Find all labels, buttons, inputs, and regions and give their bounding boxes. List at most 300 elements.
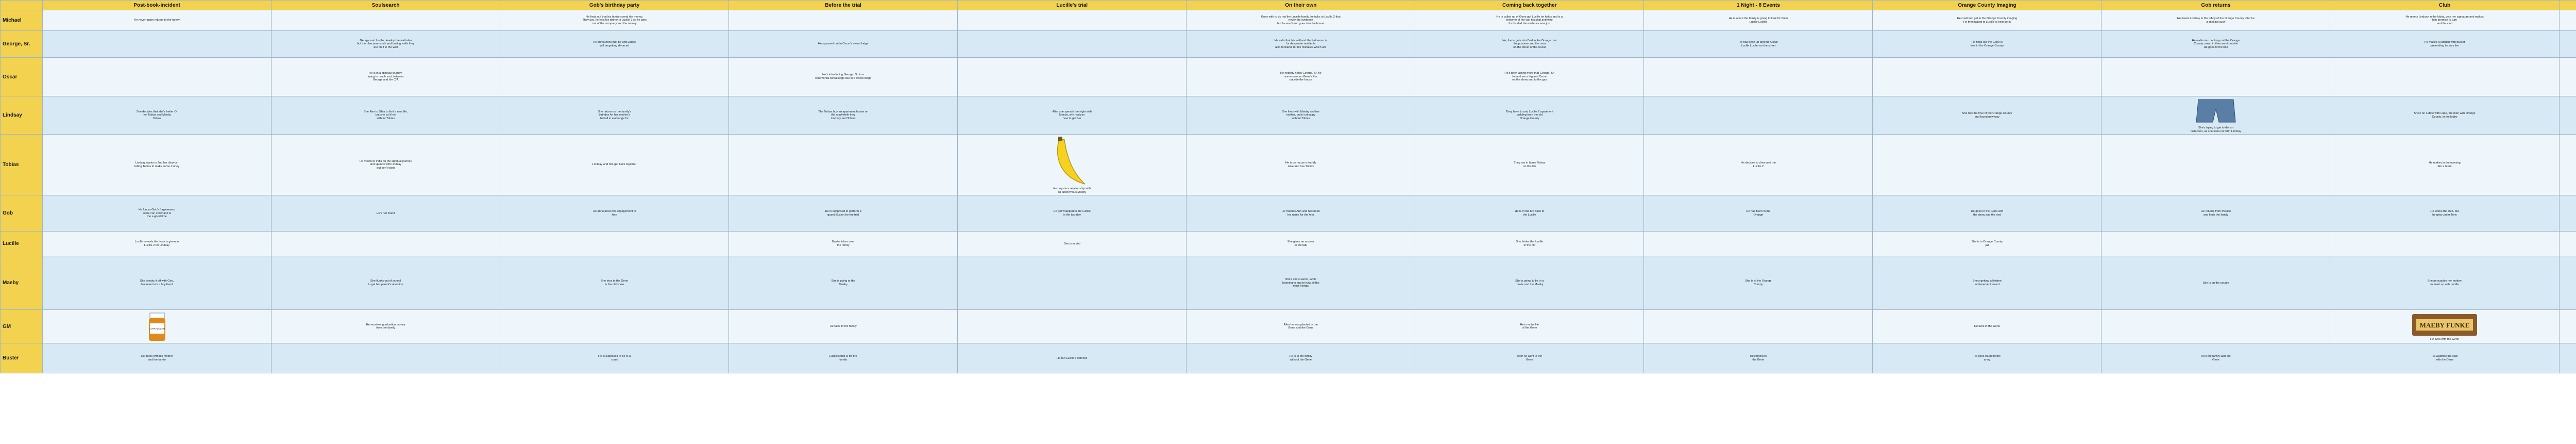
cell-text: Lucille reveals the book is given to: [134, 240, 179, 244]
cell-text: family: [839, 358, 847, 361]
event-cell: [272, 31, 500, 58]
cell-text: She returns to the family's: [598, 110, 631, 113]
cell-text: He is supposed to be in a: [598, 355, 631, 358]
cell-text: her Tobias and Maeby: [143, 113, 171, 117]
cell-text: George and the CIA: [372, 78, 399, 82]
cell-text: to the talk: [1294, 243, 1307, 247]
event-cell: [1644, 96, 1873, 135]
event-cell: [272, 96, 500, 135]
cell-text: building from the old: [1516, 113, 1543, 117]
cell-text: army: [1984, 358, 1991, 361]
event-cell: [958, 58, 1187, 96]
cell-text: are on it in the wall: [374, 45, 398, 49]
event-cell: [1187, 58, 1415, 96]
cell-text: She's still a senior, while: [1285, 277, 1316, 281]
cell-text: He nobody helps George, Sr. he: [1280, 72, 1321, 75]
character-row: [1, 256, 2576, 310]
column-header: Club: [2330, 1, 2559, 10]
event-cell: [1873, 10, 2102, 31]
cell-text: an anonymous Maeby: [1058, 190, 1087, 194]
event-cell: [1415, 256, 1644, 310]
cell-text: He meets to India on the spiritual journey: [359, 159, 412, 163]
cell-text: He never again returns to the family: [134, 19, 180, 22]
cell-text: the a good time: [147, 215, 167, 219]
event-cell: [2102, 310, 2330, 343]
event-cell: [272, 58, 500, 96]
cell-text: She gives an answer: [1287, 240, 1314, 244]
cell-text: He announces that he and Lucille: [593, 40, 636, 44]
cell-text: for desperate residents: [1286, 42, 1316, 46]
character-row: [1, 343, 2576, 373]
cell-text: He has been up and the Oscar: [1738, 40, 1778, 44]
cell-text: He could not get in the Orange County imaging: [1957, 17, 2018, 20]
cell-text: He meets Lindsay in the lobby, gets her signature and makes: [2405, 15, 2484, 19]
event-cell: [2102, 58, 2330, 96]
event-cell: [500, 232, 729, 256]
event-cell: [958, 31, 1187, 58]
cell-text: but she isn't her: [375, 113, 396, 117]
column-header: [2559, 1, 2576, 10]
character-row: [1, 96, 2576, 135]
cell-text: They say, he tells his dinner to Lucille 2 so he gets: [582, 19, 647, 22]
cell-text: He goes to the box: [2204, 45, 2228, 49]
cell-text: but he won't and goes into the house: [1277, 22, 1325, 25]
cell-text: He then talked to Lucille to help get it: [1963, 20, 2011, 24]
event-cell: [729, 31, 958, 58]
character-row: [1, 10, 2576, 31]
character-row: [1, 232, 2576, 256]
event-cell: [2559, 31, 2576, 58]
event-cell: [2102, 135, 2330, 195]
cell-text: so he can show and is: [142, 211, 172, 215]
cell-text: Maeby, she realizes: [1059, 113, 1085, 117]
event-cell: [1187, 31, 1415, 58]
event-cell: [43, 31, 272, 58]
cell-text: listening to and to how all the: [1282, 281, 1319, 285]
cell-text: like a team: [2437, 165, 2452, 168]
event-cell: [1415, 31, 1644, 58]
event-cell: [43, 195, 272, 232]
award-plaque-image: [2411, 312, 2478, 338]
cell-text: He talks to the family: [829, 325, 857, 328]
cell-text: He's introducing George, Sr. to a: [822, 73, 865, 77]
cell-text: [2563, 282, 2576, 285]
event-cell: [1873, 343, 2102, 373]
event-cell: [1187, 232, 1415, 256]
cell-text: She's on a date with Lupe, the man with Orange: [2414, 112, 2476, 115]
cell-text: from the family: [376, 326, 395, 330]
event-cell: [958, 10, 1187, 31]
cell-text: Lucille Lucifer: [1749, 20, 1767, 24]
cell-text: He finds out that his family spend the money.: [586, 15, 643, 19]
cell-text: and the family: [148, 358, 166, 361]
event-cell: [1644, 310, 1873, 343]
cell-text: ceremonial sweatlodge like in a sweat lodge: [815, 77, 872, 80]
event-cell: [272, 10, 500, 31]
cell-text: [2563, 242, 2576, 246]
event-cell: [2330, 310, 2559, 343]
event-cell: [1873, 195, 2102, 232]
event-cell: [272, 195, 500, 232]
event-cell: [272, 256, 500, 310]
cell-text: how to get her: [1062, 117, 1081, 120]
cell-text: She's trying to get to the art: [2198, 126, 2234, 129]
cell-text: He goes to the Gene and: [1971, 210, 2004, 213]
event-cell: [43, 310, 272, 343]
cell-text: She has the love of the Orange County: [1962, 112, 2012, 115]
cell-text: but don't want: [377, 167, 395, 170]
cell-text: the show and the end: [1973, 213, 2001, 217]
cell-text: [2563, 325, 2576, 328]
cell-text: Goes with to do not the Lucelle family, he talks to Lucille 2 that: [1261, 15, 1341, 19]
cell-text: He is called up of Gene got Lucille he helps and is a: [1496, 15, 1563, 19]
event-cell: [1644, 31, 1873, 58]
event-cell: [43, 135, 272, 195]
column-header: Lucille's trial: [958, 1, 1187, 10]
cell-text: They have to and Lucille 2 apartment: [1505, 110, 1553, 113]
banana-image: [1049, 136, 1095, 187]
event-cell: [958, 195, 1187, 232]
cell-text: She is in Orange County: [1971, 240, 2003, 244]
cell-text: [2563, 213, 2576, 217]
cell-text: County, in the lobby: [2432, 115, 2458, 119]
event-cell: [2102, 96, 2330, 135]
event-cell: [2102, 31, 2330, 58]
cell-text: for his dad the evidence was just: [1509, 22, 1551, 25]
column-header: Gob returns: [2102, 1, 2330, 10]
event-cell: [1644, 10, 1873, 31]
event-cell: [2102, 343, 2330, 373]
cell-text: outside the house: [1289, 78, 1312, 82]
cell-text: jail: [1985, 243, 1989, 247]
event-cell: [500, 31, 729, 58]
column-header: Orange County Imaging: [1873, 1, 2102, 10]
cell-text: He meets Lindsay in the lobby of the Orange County after he: [2177, 17, 2255, 20]
cell-text: behalf in exchange for: [600, 117, 629, 120]
cell-text: in the last day: [1063, 213, 1081, 217]
cell-text: [2563, 210, 2576, 213]
event-cell: [1873, 96, 2102, 135]
cell-text: She is at the Orange: [1745, 279, 1772, 283]
plaque-label: MAEBY FUNKE: [2419, 321, 2470, 330]
cell-text: and spends with Lindsay: [369, 163, 402, 167]
cell-text: He is in the life: [1520, 323, 1539, 326]
event-cell: [272, 232, 500, 256]
cell-text: Lucille 2 for Lindsay: [144, 243, 170, 247]
cell-text: He lives in the Gene: [1974, 325, 2001, 328]
event-cell: [2330, 58, 2559, 96]
event-cell: [1873, 256, 2102, 310]
cell-text: She's getting a lifetime: [1972, 279, 2002, 283]
event-cell: [1644, 343, 1873, 373]
cell-text: He makes in the evening: [2429, 161, 2461, 165]
cell-text: most friends: [1293, 285, 1309, 288]
event-cell: [729, 232, 958, 256]
event-cell: [2559, 96, 2576, 135]
cell-text: and finds the family: [2203, 213, 2229, 217]
row-header: GM: [1, 310, 43, 343]
cell-text: achievement award: [1974, 283, 2000, 286]
event-cell: [2559, 232, 2576, 256]
row-header: Oscar: [1, 58, 43, 96]
event-cell: [958, 310, 1187, 343]
cell-text: on the show and to the gas: [1512, 78, 1547, 82]
event-cell: [500, 135, 729, 195]
cell-text: She flies to Sibia to find a new life,: [363, 110, 408, 113]
cell-text: He buys in a relationship with: [1053, 187, 1091, 191]
cell-text: He works the club, but: [2430, 210, 2459, 213]
pill-bottle-label: ALPRAZOLAM: [149, 327, 165, 331]
cell-text: in the old: [1523, 243, 1536, 247]
event-cell: [1644, 135, 1873, 195]
cell-text: He receives graduation money: [366, 323, 405, 326]
cell-text: Gene and the Gene: [1288, 326, 1314, 330]
cell-text: He has been in the: [1746, 210, 1771, 213]
cell-text: [2563, 19, 2576, 22]
character-row: [1, 310, 2576, 343]
cell-text: without the Gene: [1290, 358, 1312, 361]
cell-text: of the Gene: [1522, 326, 1537, 330]
cell-text: the road while they: [831, 113, 856, 117]
event-cell: [2559, 343, 2576, 373]
row-header: Lucille: [1, 232, 43, 256]
cell-text: She breaks it off with Gob,: [140, 279, 174, 283]
cell-text: collection, as she feels not with Lindsay: [2190, 129, 2241, 133]
event-cell: [1644, 256, 1873, 310]
grid-body: [1, 10, 2576, 373]
event-cell: [500, 58, 729, 96]
event-cell: [2559, 310, 2576, 343]
cell-text: [2563, 163, 2576, 167]
event-cell: [500, 310, 729, 343]
cell-text: pretending he was the: [2430, 44, 2459, 47]
event-cell: [729, 310, 958, 343]
cell-text: He watches the club: [2431, 355, 2458, 358]
cell-text: [2563, 358, 2576, 362]
cell-text: his name for the Ann: [1287, 213, 1314, 217]
cell-text: will be getting divorced: [600, 44, 629, 47]
event-cell: [2559, 58, 2576, 96]
cell-text: telling Tobias to make some money: [134, 165, 180, 168]
event-cell: [1873, 232, 2102, 256]
event-cell: [1187, 310, 1415, 343]
cell-text: Lindsay and Tobias: [831, 117, 856, 120]
cell-text: Lucille's trial is for the: [829, 355, 857, 358]
row-header: George, Sr.: [1, 31, 43, 58]
event-cell: [2330, 232, 2559, 256]
event-cell: [1187, 195, 1415, 232]
cell-text: He's not found: [376, 211, 395, 215]
cell-text: County crowd in then went outside: [2194, 42, 2238, 46]
event-cell: [1187, 256, 1415, 310]
column-header: Before the trial: [729, 1, 958, 10]
event-cell: [958, 96, 1187, 135]
pill-bottle-image: [142, 311, 173, 342]
cell-text: without Tobias: [376, 117, 395, 120]
cell-text: the Gene: [1752, 358, 1765, 361]
cell-text: After she spends the night with: [1052, 110, 1092, 113]
cell-text: He walks into cooking out the Orange: [2192, 39, 2240, 42]
event-cell: [272, 135, 500, 195]
event-cell: [729, 135, 958, 195]
header-row: [1, 1, 2576, 10]
event-cell: [729, 343, 958, 373]
column-header: On their own: [1187, 1, 1415, 10]
cell-text: He announces his engagement to: [592, 210, 636, 213]
cell-text: with the Gene: [2435, 358, 2454, 361]
cell-text: He is about the family is going to look for them: [1728, 17, 1788, 20]
cell-text: Maeby: [839, 283, 848, 286]
event-cell: [2559, 10, 2576, 31]
cell-text: She is in trial: [1063, 242, 1080, 245]
event-cell: [1415, 135, 1644, 195]
cell-text: He returns from Mexico: [2200, 210, 2231, 213]
cell-text: out of the company and the money: [592, 22, 637, 25]
cell-text: He decides to drive and the: [1740, 161, 1776, 165]
event-cell: [958, 232, 1187, 256]
cell-text: She thinks the Lucille: [1516, 240, 1544, 244]
cell-text: movie and the Maeby: [1516, 283, 1544, 286]
cell-text: She lives with Maeby and her: [1282, 110, 1320, 113]
cell-text: She is going to be in a: [1515, 279, 1544, 283]
row-header: Maeby: [1, 256, 43, 310]
event-cell: [43, 58, 272, 96]
event-cell: [729, 10, 958, 31]
event-cell: [272, 310, 500, 343]
cell-text: He forces Gob's forgiveness,: [138, 208, 176, 211]
cell-text: and the club: [2436, 22, 2453, 25]
cell-text: to meet up with Lucille: [2430, 283, 2459, 286]
cell-text: She flunks out of school: [370, 279, 401, 283]
cell-text: birthday for her mother's: [599, 113, 630, 117]
event-cell: [500, 10, 729, 31]
event-cell: [1873, 135, 2102, 195]
row-header: Gob: [1, 195, 43, 232]
cell-text: He lives with the Gene: [2430, 338, 2459, 341]
cell-text: He, the to gets into Dad in the Orange that: [1502, 39, 1557, 42]
cell-text: He makes a sudden with Buster: [2424, 40, 2465, 44]
cell-text: mother, but is unhappy: [1286, 113, 1316, 117]
cell-text: He ran Lucille's defense: [1056, 356, 1088, 360]
cell-text: After he was planted in the: [1283, 323, 1318, 326]
event-cell: [272, 343, 500, 373]
event-cell: [958, 343, 1187, 373]
column-header: Post-book-incident: [43, 1, 272, 10]
cell-text: the Lucille: [1523, 213, 1536, 217]
event-cell: [1415, 96, 1644, 135]
cell-text: He goes round to the: [1973, 355, 2001, 358]
event-cell: [1644, 58, 1873, 96]
cell-text: him promise to turn: [2432, 19, 2457, 22]
event-cell: [958, 256, 1187, 310]
cell-text: announces on Gene's the: [1284, 75, 1317, 78]
event-cell: [2330, 31, 2559, 58]
cell-text: to get her parent's attention: [368, 283, 403, 286]
cell-text: Lindsay wants to find her divorce,: [135, 161, 179, 165]
cell-text: in the old show: [604, 283, 624, 286]
cell-text: alive and has Tobias: [1287, 165, 1314, 168]
cell-text: [2563, 113, 2576, 117]
cell-text: also to blame for his mistakes which are: [1275, 45, 1327, 49]
cell-text: She tries to the Gene: [601, 279, 629, 283]
event-cell: [1187, 343, 1415, 373]
event-cell: [2102, 195, 2330, 232]
cell-text: [2563, 355, 2576, 358]
cell-text: Lindsay and him get back together: [592, 163, 637, 167]
event-cell: [2330, 343, 2559, 373]
event-cell: [500, 195, 729, 232]
event-cell: [1415, 232, 1644, 256]
event-cell: [2559, 256, 2576, 310]
event-cell: [2559, 135, 2576, 195]
cell-text: on the street of the Oscar: [1513, 45, 1546, 49]
cell-text: He calls that his wall and the bathroom is: [1274, 39, 1327, 42]
cell-text: He's trying to: [1750, 355, 1767, 358]
event-cell: [1187, 96, 1415, 135]
cell-text: He's passed out in Oscar's sweat lodge: [818, 42, 869, 46]
cell-text: Ann: [612, 213, 617, 217]
cell-text: court: [611, 358, 618, 361]
event-cell: [1415, 195, 1644, 232]
event-cell: [1187, 135, 1415, 195]
cell-text: the prisoner and the man: [1513, 42, 1546, 46]
event-cell: [500, 96, 729, 135]
cell-text: County: [1753, 283, 1763, 286]
event-cell: [43, 256, 272, 310]
event-cell: [1644, 195, 1873, 232]
event-cell: [2330, 256, 2559, 310]
cell-text: He is in the fun back to: [1515, 210, 1545, 213]
character-row: [1, 195, 2576, 232]
cell-text: Orange: [1753, 213, 1764, 217]
event-cell: [1415, 310, 1644, 343]
cell-text: never the evidence: [1289, 19, 1313, 22]
row-header: Lindsay: [1, 96, 43, 135]
cell-text: on this life: [1523, 165, 1536, 168]
cell-text: grand illusion for the trial: [827, 213, 859, 217]
cell-text: [2563, 117, 2576, 121]
cell-text: She decides that she's better Of: [136, 110, 178, 113]
cell-text: She is going to the: [831, 279, 855, 283]
event-cell: [2102, 232, 2330, 256]
cell-text: Lucille Lucifer on the street: [1741, 44, 1776, 47]
row-header: Tobias: [1, 135, 43, 195]
event-cell: [43, 96, 272, 135]
event-cell: [729, 96, 958, 135]
cell-text: prisoner of the last hospital and who: [1506, 19, 1553, 22]
cell-text: After he went to the: [1517, 355, 1543, 358]
event-cell: [2102, 256, 2330, 310]
event-cell: [2330, 10, 2559, 31]
cell-text: [2563, 110, 2576, 114]
cell-text: he and we a big and Oscar: [1512, 75, 1547, 78]
cell-text: Orange County: [1519, 117, 1539, 120]
event-cell: [43, 232, 272, 256]
event-cell: [2559, 195, 2576, 232]
row-header: Buster: [1, 343, 43, 373]
event-cell: [958, 135, 1187, 195]
event-cell: [1415, 58, 1644, 96]
column-header: Coming back together: [1415, 1, 1644, 10]
cell-text: free in the Orange County: [1970, 44, 2004, 47]
cell-text: because he's a boyfriend: [141, 283, 173, 286]
cell-text: the family: [837, 243, 850, 247]
event-cell: [1873, 58, 2102, 96]
event-cell: [729, 195, 958, 232]
event-cell: [43, 343, 272, 373]
cell-text: and found new way: [1974, 115, 1999, 119]
cell-text: He is supposed to perform a: [825, 210, 861, 213]
